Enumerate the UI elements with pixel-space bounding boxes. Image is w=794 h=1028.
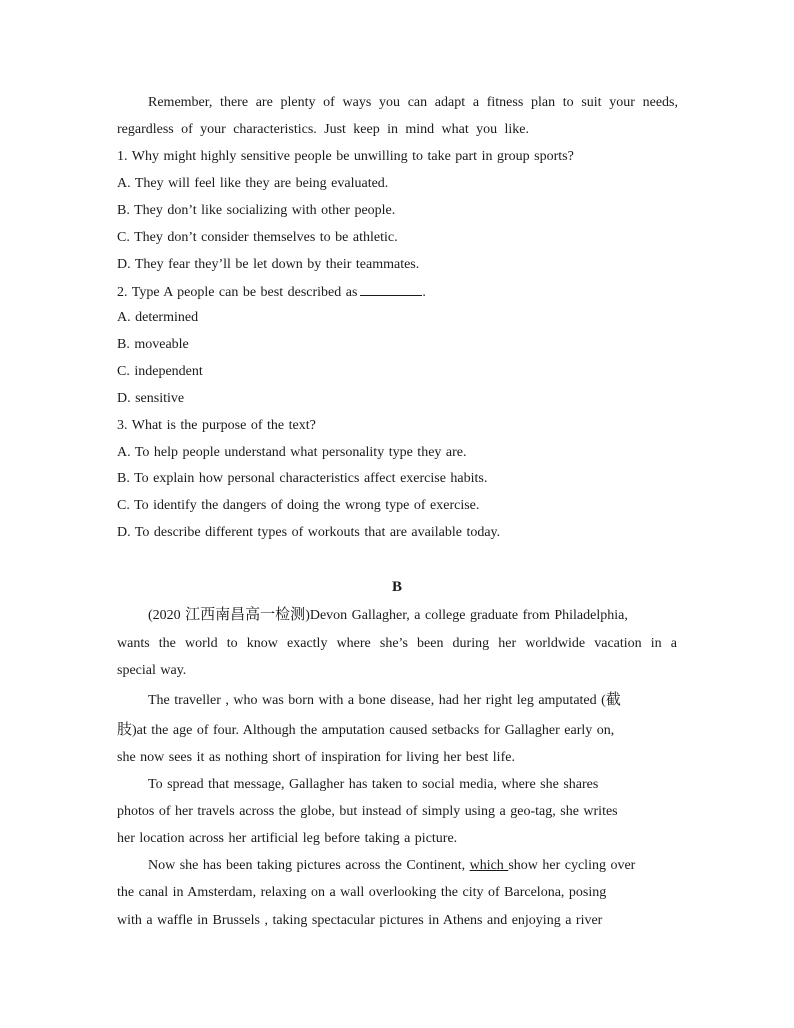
question-1-stem: 1. Why might highly sensitive people be unwilling to take part in group sports? (117, 149, 574, 164)
question-3-option-c: C. To identify the dangers of doing the wrong type of exercise. (117, 498, 480, 513)
p4-line-3: with a waffle in Brussels , taking spectacular pictures in Athens and enjoying a river (117, 913, 603, 928)
intro-line-2: regardless of your characteristics. Just keep in mind what you like. (117, 122, 529, 137)
intro-line-1: Remember, there are plenty of ways you can adapt a fitness plan to suit your needs, (148, 95, 678, 110)
p3-line-3: her location across her artificial leg before taking a picture. (117, 831, 458, 846)
p1-line-3: special way. (117, 663, 187, 678)
p2-line-2-text: )at the age of four. Although the amputation caused setbacks for Gallagher early on, (132, 723, 615, 738)
p4-line-1-before: Now she has been taking pictures across the Continent, (148, 858, 470, 873)
question-3-option-d: D. To describe different types of workouts that are available today. (117, 525, 501, 540)
question-3-option-b: B. To explain how personal characteristics affect exercise habits. (117, 471, 488, 486)
p1-year: (2020 (148, 608, 186, 623)
question-3-option-a: A. To help people understand what personality type they are. (117, 445, 467, 460)
p2-line-3: she now sees it as nothing short of inspiration for living her best life. (117, 750, 515, 765)
question-2-option-d: D. sensitive (117, 391, 185, 406)
p1-line-1 (148, 604, 678, 626)
question-2-option-c: C. independent (117, 364, 203, 379)
question-2-stem (117, 282, 677, 303)
p2-line-1-text: The traveller , who was born with a bone disease, had her right leg amputated ( (148, 693, 606, 708)
p1-source: 江西南昌高一检测 (185, 605, 306, 623)
question-1-option-a: A. They will feel like they are being evaluated. (117, 176, 389, 191)
question-2-stem-period: . (422, 285, 426, 300)
p1-line-1-text: )Devon Gallagher, a college graduate from Philadelphia, (305, 608, 628, 623)
p4-underlined-word: which (469, 858, 509, 873)
p4-line-1 (148, 856, 678, 876)
p3-line-2: photos of her travels across the globe, but instead of simply using a geo-tag, she writes (117, 804, 618, 819)
question-1-option-b: B. They don’t like socializing with other people. (117, 203, 396, 218)
answer-blank (360, 282, 422, 296)
p3-line-1: To spread that message, Gallagher has taken to social media, where she shares (148, 777, 599, 792)
question-3-stem: 3. What is the purpose of the text? (117, 418, 316, 433)
question-2-option-a: A. determined (117, 310, 199, 325)
question-2-option-b: B. moveable (117, 337, 189, 352)
question-1-option-c: C. They don’t consider themselves to be athletic. (117, 230, 398, 245)
question-2-stem-text: 2. Type A people can be best described as (117, 285, 358, 300)
p2-line-2 (117, 719, 677, 741)
p1-line-2: wants the world to know exactly where she’s been during her worldwide vacation in a (117, 636, 677, 651)
question-1-option-d: D. They fear they’ll be let down by their teammates. (117, 257, 420, 272)
p2-cjk-2: 肢 (117, 720, 133, 738)
p4-line-2: the canal in Amsterdam, relaxing on a wall overlooking the city of Barcelona, posing (117, 885, 607, 900)
section-b-heading: B (391, 579, 402, 595)
p4-line-1-after: show her cycling over (508, 858, 636, 873)
p2-cjk-1: 截 (605, 690, 621, 708)
p2-line-1 (148, 689, 678, 711)
